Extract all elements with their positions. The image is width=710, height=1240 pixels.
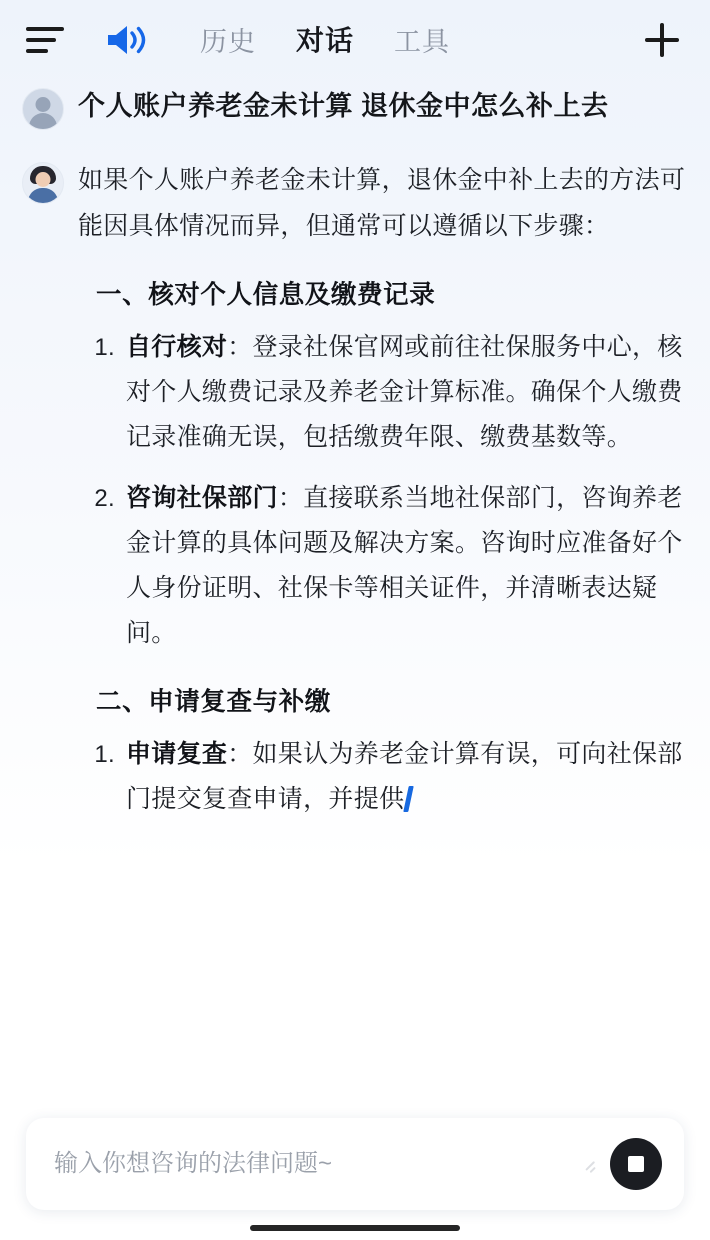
user-message-text: 个人账户养老金未计算 退休金中怎么补上去: [78, 91, 609, 121]
list-item-bold-label: 申请复查: [126, 740, 228, 768]
avatar-head: [36, 97, 51, 112]
tab-history[interactable]: 历史: [200, 27, 256, 57]
list-item-text: ：如果认为养老金计算有误，可向社保部门提交复查申请，并提供: [126, 740, 683, 813]
hamburger-line-2: [26, 38, 56, 42]
header-tabs: [200, 19, 634, 61]
section-2-list: [78, 732, 688, 822]
speaker-volume-icon[interactable]: [102, 20, 148, 60]
assistant-message: [22, 158, 688, 838]
user-message: [22, 80, 688, 130]
plus-icon[interactable]: [640, 18, 684, 62]
user-avatar: [22, 88, 64, 130]
message-input-bar[interactable]: [26, 1118, 684, 1210]
list-item: [122, 732, 688, 822]
avatar-body: [29, 113, 57, 129]
app-header: [0, 0, 710, 80]
home-indicator: [250, 1225, 460, 1231]
hamburger-line-1: [26, 27, 64, 31]
assistant-intro-paragraph: 如果个人账户养老金未计算，退休金中补上去的方法可能因具体情况而异，但通常可以遵循以下步骤：: [78, 166, 686, 240]
list-item-bold-label: 自行核对: [126, 333, 228, 361]
list-item-text: ：直接联系当地社保部门，咨询养老金计算的具体问题及解决方案。咨询时应准备好个人身份证明、社保卡等相关证件，并清晰表达疑问。: [126, 484, 683, 647]
streaming-caret-icon: [404, 786, 415, 812]
tab-chat[interactable]: 对话: [296, 25, 355, 56]
avatar-face: [36, 172, 51, 187]
resize-grip-icon[interactable]: [584, 1158, 596, 1170]
assistant-avatar: [22, 162, 64, 204]
list-item-text: ：登录社保官网或前往社保服务中心，核对个人缴费记录及养老金计算标准。确保个人缴费记录准确无误，包括缴费年限、缴费基数等。: [126, 333, 683, 451]
chat-scroll-area[interactable]: [0, 80, 710, 1090]
list-item: [122, 476, 688, 656]
stop-square-glyph: [628, 1156, 644, 1172]
tab-tools[interactable]: 工具: [394, 27, 451, 57]
list-item-bold-label: 咨询社保部门: [126, 484, 278, 512]
hamburger-line-3: [26, 49, 48, 53]
stop-square-icon[interactable]: [610, 1138, 662, 1190]
assistant-message-body: [78, 158, 688, 838]
section-heading-2: 二、申请复查与补缴: [96, 688, 331, 716]
avatar-body: [28, 188, 58, 203]
list-item: [122, 325, 688, 460]
hamburger-menu-icon[interactable]: [26, 25, 66, 55]
message-input[interactable]: [52, 1149, 584, 1179]
section-heading-1: 一、核对个人信息及缴费记录: [96, 281, 436, 309]
section-1-list: [78, 325, 688, 656]
